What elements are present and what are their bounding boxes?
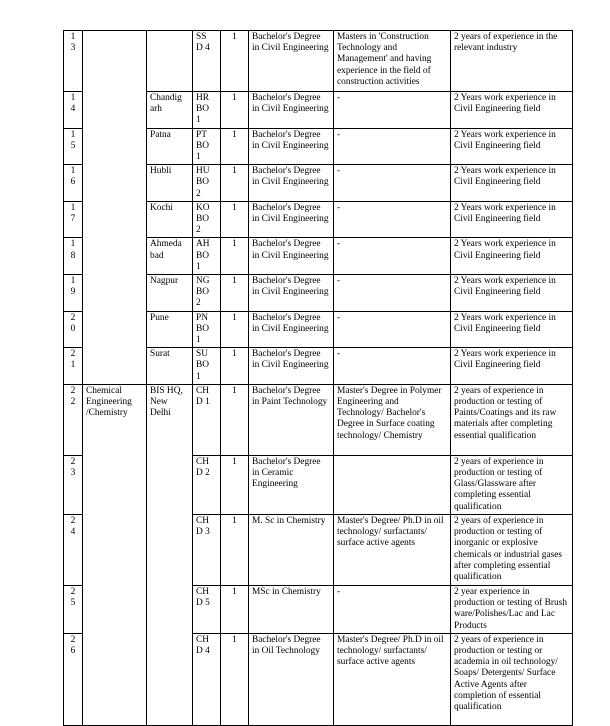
- vacancies-cell: 1: [221, 311, 249, 348]
- essential-qualification-cell: Bachelor's Degree in Civil Engineering: [249, 238, 334, 275]
- essential-qualification-cell: M. Sc in Chemistry: [249, 514, 334, 585]
- serial-number: 2 0: [64, 311, 83, 348]
- essential-qualification-cell: Bachelor's Degree in Civil Engineering: [249, 275, 334, 312]
- post-code-cell: AH BO 1: [193, 238, 221, 275]
- location-cell: Chandig arh: [147, 92, 193, 129]
- experience-cell: 2 Years work experience in Civil Engineering field: [451, 311, 573, 348]
- vacancies-cell: 1: [221, 238, 249, 275]
- location-cell: Pune: [147, 311, 193, 348]
- post-code-cell: CH D 5: [193, 585, 221, 633]
- discipline-cell: [83, 31, 147, 385]
- essential-qualification-cell: Bachelor's Degree in Civil Engineering: [249, 311, 334, 348]
- discipline-cell: Chemical Engineering /Chemistry: [83, 384, 147, 725]
- serial-number: 1 6: [64, 165, 83, 202]
- vacancies-cell: 1: [221, 201, 249, 238]
- desirable-qualification-cell: -: [334, 128, 451, 165]
- post-code-cell: SU BO 1: [193, 348, 221, 385]
- experience-cell: 2 years of experience in production or testing of Paints/Coatings and its raw materials after completing essential qualification: [451, 384, 573, 455]
- desirable-qualification-cell: [334, 455, 451, 514]
- serial-number: 1 4: [64, 92, 83, 129]
- serial-number: 2 2: [64, 384, 83, 455]
- post-code-cell: HR BO 1: [193, 92, 221, 129]
- vacancies-cell: 1: [221, 92, 249, 129]
- serial-number: 2 3: [64, 455, 83, 514]
- post-code-cell: HU BO 2: [193, 165, 221, 202]
- serial-number: 1 5: [64, 128, 83, 165]
- post-code-cell: CH D 2: [193, 455, 221, 514]
- vacancy-table: [63, 30, 573, 726]
- experience-cell: 2 years of experience in production or testing or academia in oil technology/ Soaps/ Detergents/ Surface Active Agents after completion of essential qualification: [451, 633, 573, 725]
- vacancies-cell: 1: [221, 165, 249, 202]
- serial-number: 2 6: [64, 633, 83, 725]
- experience-cell: 2 Years work experience in Civil Engineering field: [451, 128, 573, 165]
- desirable-qualification-cell: Master's Degree/ Ph.D in oil technology/ surfactants/ surface active agents: [334, 633, 451, 725]
- serial-number: 2 5: [64, 585, 83, 633]
- location-cell: Kochi: [147, 201, 193, 238]
- experience-cell: 2 years of experience in production or testing of inorganic or explosive chemicals or industrial gases after completing essential qualification: [451, 514, 573, 585]
- post-code-cell: NG BO 2: [193, 275, 221, 312]
- table-row: [64, 384, 573, 455]
- essential-qualification-cell: Bachelor's Degree in Paint Technology: [249, 384, 334, 455]
- vacancies-cell: 1: [221, 275, 249, 312]
- table-row: [64, 31, 573, 92]
- experience-cell: 2 years of experience in production or testing of Glass/Glassware after completing essential qualification: [451, 455, 573, 514]
- vacancies-cell: 1: [221, 31, 249, 92]
- experience-cell: 2 years of experience in the relevant industry: [451, 31, 573, 92]
- desirable-qualification-cell: -: [334, 165, 451, 202]
- location-cell: BIS HQ, New Delhi: [147, 384, 193, 725]
- essential-qualification-cell: Bachelor's Degree in Oil Technology: [249, 633, 334, 725]
- location-cell: Surat: [147, 348, 193, 385]
- essential-qualification-cell: Bachelor's Degree in Ceramic Engineering: [249, 455, 334, 514]
- location-cell: Nagpur: [147, 275, 193, 312]
- desirable-qualification-cell: -: [334, 311, 451, 348]
- post-code-cell: CH D 4: [193, 633, 221, 725]
- vacancies-cell: 1: [221, 455, 249, 514]
- vacancies-cell: 1: [221, 128, 249, 165]
- desirable-qualification-cell: -: [334, 201, 451, 238]
- post-code-cell: CH D 3: [193, 514, 221, 585]
- post-code-cell: PN BO 1: [193, 311, 221, 348]
- location-cell: Hubli: [147, 165, 193, 202]
- serial-number: 1 9: [64, 275, 83, 312]
- vacancy-table-body: [64, 31, 573, 726]
- serial-number: 1 7: [64, 201, 83, 238]
- essential-qualification-cell: Bachelor's Degree in Civil Engineering: [249, 348, 334, 385]
- post-code-cell: SS D 4: [193, 31, 221, 92]
- vacancies-cell: 1: [221, 514, 249, 585]
- serial-number: 2 1: [64, 348, 83, 385]
- desirable-qualification-cell: -: [334, 348, 451, 385]
- vacancies-cell: 1: [221, 348, 249, 385]
- post-code-cell: CH D 1: [193, 384, 221, 455]
- desirable-qualification-cell: Master's Degree in Polymer Engineering and Technology/ Bachelor's Degree in Surface coating technology/ Chemistry: [334, 384, 451, 455]
- vacancies-cell: 1: [221, 585, 249, 633]
- location-cell: Patna: [147, 128, 193, 165]
- experience-cell: 2 Years work experience in Civil Engineering field: [451, 348, 573, 385]
- experience-cell: 2 year experience in production or testing of Brush ware/Polishes/Lac and Lac Products: [451, 585, 573, 633]
- serial-number: 1 8: [64, 238, 83, 275]
- post-code-cell: KO BO 2: [193, 201, 221, 238]
- location-cell: [147, 31, 193, 92]
- desirable-qualification-cell: -: [334, 238, 451, 275]
- desirable-qualification-cell: Masters in 'Construction Technology and Management' and having experience in the field of construction activities: [334, 31, 451, 92]
- post-code-cell: PT BO 1: [193, 128, 221, 165]
- essential-qualification-cell: Bachelor's Degree in Civil Engineering: [249, 201, 334, 238]
- experience-cell: 2 Years work experience in Civil Engineering field: [451, 201, 573, 238]
- experience-cell: 2 Years work experience in Civil Engineering field: [451, 238, 573, 275]
- essential-qualification-cell: Bachelor's Degree in Civil Engineering: [249, 165, 334, 202]
- essential-qualification-cell: Bachelor's Degree in Civil Engineering: [249, 128, 334, 165]
- vacancies-cell: 1: [221, 633, 249, 725]
- desirable-qualification-cell: -: [334, 585, 451, 633]
- location-cell: Ahmeda bad: [147, 238, 193, 275]
- desirable-qualification-cell: -: [334, 92, 451, 129]
- essential-qualification-cell: MSc in Chemistry: [249, 585, 334, 633]
- desirable-qualification-cell: -: [334, 275, 451, 312]
- experience-cell: 2 Years work experience in Civil Engineering field: [451, 275, 573, 312]
- experience-cell: 2 Years work experience in Civil Engineering field: [451, 165, 573, 202]
- serial-number: 1 3: [64, 31, 83, 92]
- essential-qualification-cell: Bachelor's Degree in Civil Engineering: [249, 31, 334, 92]
- serial-number: 2 4: [64, 514, 83, 585]
- desirable-qualification-cell: Master's Degree/ Ph.D in oil technology/ surfactants/ surface active agents: [334, 514, 451, 585]
- essential-qualification-cell: Bachelor's Degree in Civil Engineering: [249, 92, 334, 129]
- experience-cell: 2 Years work experience in Civil Engineering field: [451, 92, 573, 129]
- vacancies-cell: 1: [221, 384, 249, 455]
